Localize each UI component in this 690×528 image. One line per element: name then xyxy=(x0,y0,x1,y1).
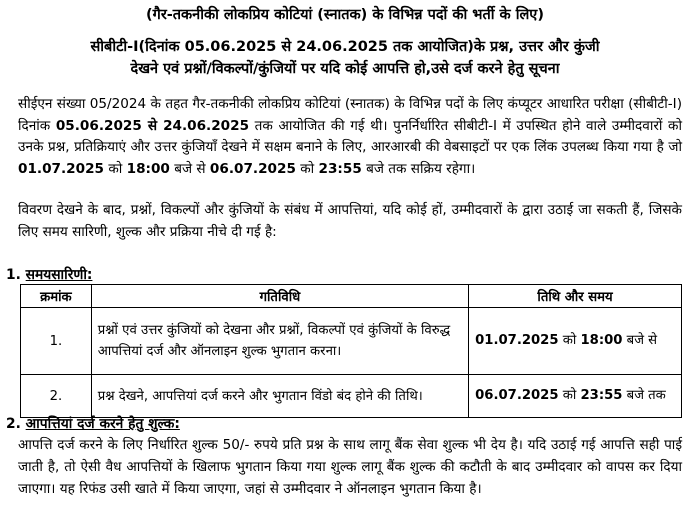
row-serial-number: 2. xyxy=(21,375,92,418)
intro-text-se: से xyxy=(141,117,164,134)
notice-header-line-1: (गैर-तकनीकी लोकप्रिय कोटियां (स्नातक) के विभिन्न पदों की भर्ती के लिए) xyxy=(146,7,544,23)
row-date: 01.07.2025 xyxy=(475,333,559,348)
fee-paragraph: आपत्ति दर्ज करने के लिए निर्धारित शुल्क 50/- रुपये प्रति प्रश्न के साथ लागू बैंक सेवा शुल्क भी देय है। यदि उठाई गई आपत्ति सही पाई जाती है, तो ऐसी वैध आपत्तियों के खिलाफ भुगतान किया गया शुल्क लागू बैंक शुल्क की कटौती के बाद उम्मीदवार को वापस कर दिया जाएगा। यह रिफंड उसी खाते में किया जाएगा, जहां से उम्मीदवार ने ऑनलाइन भुगतान किया है। xyxy=(18,437,682,497)
section-number: 2. xyxy=(6,416,21,432)
column-header-sno: क्रमांक xyxy=(21,285,92,308)
intro-paragraph xyxy=(18,94,682,180)
schedule-section-title xyxy=(6,265,92,284)
row-date-time xyxy=(469,308,682,375)
link-start-date: 01.07.2025 xyxy=(18,160,104,177)
link-start-time: 18:00 xyxy=(126,160,170,177)
notice-header-line-2: सीबीटी-I(दिनांक 05.06.2025 से 24.06.2025 तक आयोजित)के प्रश्न, उत्तर और कुंजी xyxy=(90,39,600,55)
row-serial-number: 1. xyxy=(21,308,92,375)
table-header-row xyxy=(21,285,682,308)
table-row xyxy=(21,308,682,375)
intro-text-d: बजे तक सक्रिय रहेगा। xyxy=(361,160,476,177)
row-date-mid: को xyxy=(558,388,581,403)
table-row xyxy=(21,375,682,418)
row-date: 06.07.2025 xyxy=(475,388,559,403)
notice-header-line-3: देखने एवं प्रश्नों/विकल्पों/कुंजियों पर यदि कोई आपत्ति हो,उसे दर्ज करने हेतु सूचना xyxy=(130,61,560,77)
row-activity: प्रश्न देखने, आपत्तियां दर्ज करने और भुगतान विंडो बंद होने की तिथि। xyxy=(91,375,468,418)
fee-section-title xyxy=(6,414,180,433)
intro-text-ko2: को xyxy=(295,160,319,177)
row-time-suffix: बजे तक xyxy=(622,388,666,403)
section-title-text: समयसारिणी: xyxy=(25,267,93,283)
exam-start-date: 05.06.2025 xyxy=(55,117,142,134)
intro-text-a: सीईएन संख्या 05/2024 के तहत गैर-तकनीकी लोकप्रिय कोटियां (स्नातक) के विभिन्न पदों के लिए कंप्यूटर आधारित परीक्षा (सीबीटी-I) दिनांक xyxy=(18,96,682,134)
row-time: 23:55 xyxy=(580,388,623,403)
row-activity: प्रश्नों एवं उत्तर कुंजियों को देखना और प्रश्नों, विकल्पों एवं कुंजियों के विरुद्ध आपत्तियां दर्ज और ऑनलाइन शुल्क भुगतान करना। xyxy=(91,308,468,375)
row-time: 18:00 xyxy=(580,333,623,348)
row-date-mid: को xyxy=(558,333,581,348)
intro-text-ko: को xyxy=(104,160,127,177)
link-end-date: 06.07.2025 xyxy=(209,160,296,177)
column-header-activity: गतिविधि xyxy=(91,285,468,308)
section-number: 1. xyxy=(6,267,21,283)
schedule-table xyxy=(20,284,682,418)
intro-text-b: तक आयोजित की गई थी। पुनर्निर्धारित सीबीटी-I में उपस्थित होने वाले उम्मीदवारों को उनके प्रश्न, प्रतिक्रियाएं और उत्तर कुंजियाँ देखने में सक्षम बनाने के लिए, आरआरबी की वेबसाइटों पर एक लिंक उपलब्ध किया गया है जो xyxy=(18,117,682,155)
exam-end-date: 24.06.2025 xyxy=(163,117,250,134)
column-header-date-time: तिथि और समय xyxy=(469,285,682,308)
intro-text-c: बजे से xyxy=(169,160,210,177)
row-time-suffix: बजे से xyxy=(622,333,658,348)
link-end-time: 23:55 xyxy=(318,160,362,177)
row-date-time xyxy=(469,375,682,418)
section-title-text: आपत्तियां दर्ज करने हेतु शुल्क: xyxy=(25,416,180,432)
objection-info-paragraph: विवरण देखने के बाद, प्रश्नों, विकल्पों और कुंजियों के संबंध में आपत्तियां, यदि कोई हों, उम्मीदवारों के द्वारा उठाई जा सकती हैं, जिसके लिए समय सारिणी, शुल्क और प्रक्रिया नीचे दी गई है: xyxy=(18,202,682,240)
